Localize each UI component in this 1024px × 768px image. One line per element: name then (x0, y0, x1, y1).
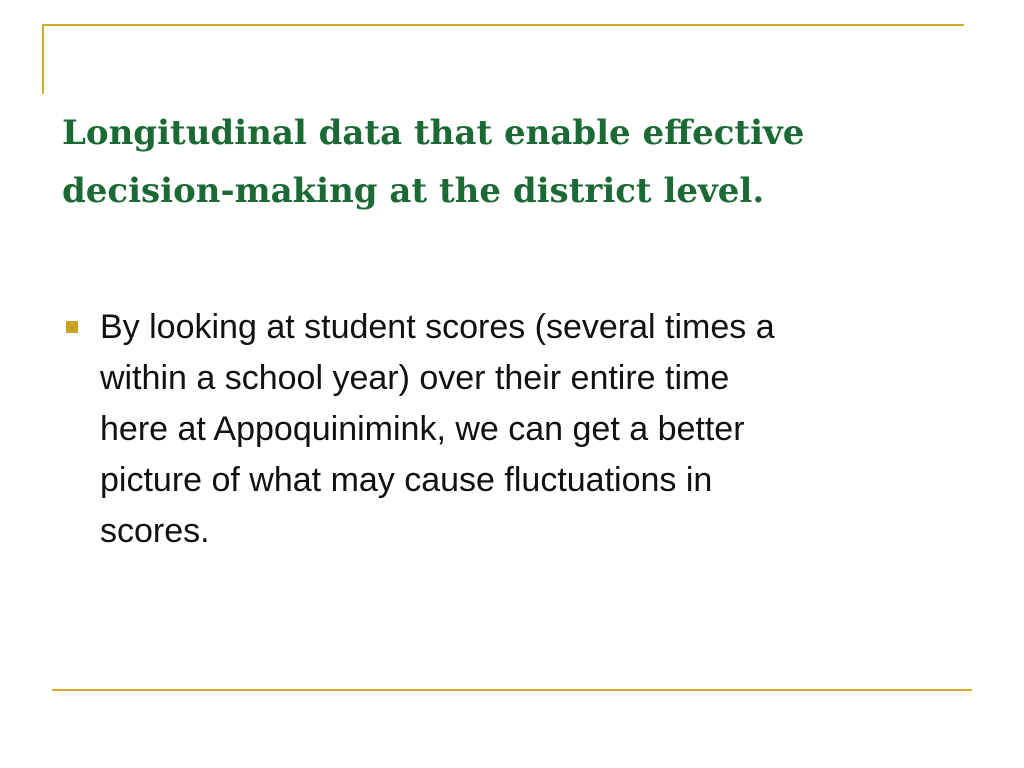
slide-title: Longitudinal data that enable effective decision-making at the district level. (62, 113, 805, 211)
bottom-accent-rule (52, 689, 972, 691)
bullet-item (62, 302, 962, 557)
square-bullet-icon (66, 321, 78, 333)
bullet-list (62, 302, 962, 557)
left-accent-rule (42, 24, 44, 94)
bullet-text: By looking at student scores (several times a within a school year) over their entire time here at Appoquinimink, we can get a better picture of what may cause fluctuations in scores. (100, 308, 775, 550)
top-accent-rule (42, 24, 964, 26)
